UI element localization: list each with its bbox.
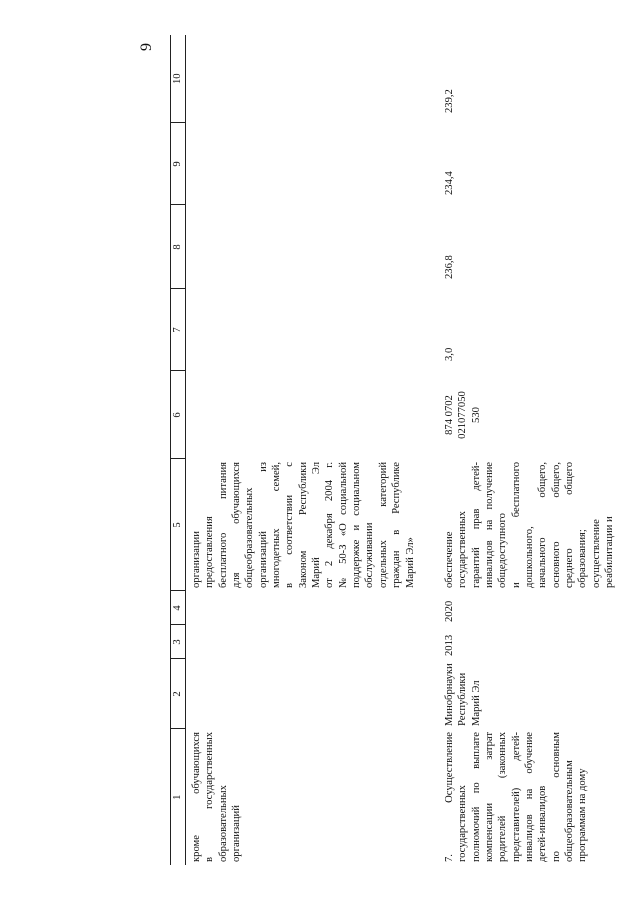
table-row [439,35,616,865]
header-col-2: 2 [171,659,186,729]
cell-line: основного общего, [550,462,562,588]
cell-executor [439,659,616,729]
cell-line: в соответствии с [284,462,296,588]
cell-start-year [186,625,417,659]
cell-line: организаций [231,805,243,862]
cell-line: организации [191,531,202,588]
header-col-3: 3 [171,625,186,659]
header-col-7: 7 [171,289,186,371]
cell-budget-code [186,371,417,459]
header-row [171,35,186,865]
cell-line: осуществление [590,519,602,588]
cell-line: и бесплатного [510,462,522,588]
cell-line: государственных [457,785,469,862]
header-col-1: 1 [171,729,186,865]
cell-line: поддержке и социальном [351,462,363,588]
cell-line: общедоступного [497,513,509,588]
cell-line: отдельных категорий [377,462,389,588]
cell-line: среднего общего [563,462,575,588]
cell-line: гарантий прав детей- [470,462,482,588]
cell-line: бесплатного питания [217,462,229,588]
cell-line: граждан в Республике [391,462,403,588]
cell-expected-result [439,459,616,591]
cell-line: государственных [457,511,469,588]
header-col-6: 6 [171,371,186,459]
cell-line: 530 [470,407,482,423]
cell-value-9: 234,4 [443,171,455,195]
cell-line: в государственных [204,732,216,862]
cell-line: от 2 декабря 2004 г. [324,462,336,588]
cell-line: Марий Эл» [404,537,416,588]
header-col-9: 9 [171,123,186,205]
cell-end-year [186,591,417,625]
header-col-8: 8 [171,205,186,289]
cell-budget-code [439,371,616,459]
cell-line: многодетных семей, [271,462,283,588]
cell-line: образовательных [217,785,229,862]
cell-line: инвалидов на получение [483,462,495,588]
cell-executor [186,659,417,729]
cell-expected-result [186,459,417,591]
table-row [186,35,417,865]
cell-line: родителей (законных [497,732,509,862]
cell-line: предоставления [204,516,216,588]
cell-value-9 [186,123,417,205]
cell-line: реабилитации и [603,516,615,588]
cell-line: по основным [550,732,562,862]
cell-value-8 [186,205,417,289]
cell-value-8: 236,8 [443,255,455,279]
cell-line: 874 0702 [443,395,455,435]
cell-line: начального общего, [537,462,549,588]
cell-line: представителей) детей- [510,732,522,862]
program-table [170,35,616,865]
page-number: 9 [138,43,155,51]
cell-value-10 [186,35,417,123]
cell-line: кроме обучающихся [191,732,202,862]
cell-line: 7. Осуществление [443,732,455,862]
header-col-4: 4 [171,591,186,625]
cell-line: обеспечение [443,531,455,588]
cell-value-7: 3,0 [443,347,455,361]
spacer-cell [417,35,439,865]
cell-line: № 50-З «О социальной [337,462,349,588]
cell-line: компенсации затрат [483,732,495,862]
cell-line: обслуживании [364,522,376,588]
cell-line: общеобразовательным [563,760,575,862]
cell-line: программам на дому [577,768,589,862]
cell-line: общеобразовательных [244,487,256,588]
header-col-10: 10 [171,35,186,123]
rotated-page [130,35,640,865]
cell-line: образования; [577,529,589,588]
cell-line: 021077050 [457,391,469,439]
cell-line: для обучающихся [231,462,243,588]
cell-line: Минобрнауки [443,663,455,726]
cell-end-year: 2020 [443,600,455,622]
cell-value-10: 239,2 [443,89,455,113]
cell-line: инвалидов на обучение [523,732,535,862]
cell-line: полномочий по выплате [470,732,482,862]
cell-measure-name [439,729,616,865]
cell-line: Республики [457,672,469,726]
cell-measure-name [186,729,417,865]
header-col-5: 5 [171,459,186,591]
cell-line: дошкольного, [523,526,535,588]
cell-line: организаций из [257,462,269,588]
cell-line: Марий Эл [311,462,323,588]
cell-line: Марий Эл [470,680,482,726]
cell-value-7 [186,289,417,371]
cell-line: детей-инвалидов [537,785,549,862]
cell-line: Законом Республики [297,462,309,588]
cell-start-year: 2013 [443,634,455,656]
row-spacer [417,35,439,865]
